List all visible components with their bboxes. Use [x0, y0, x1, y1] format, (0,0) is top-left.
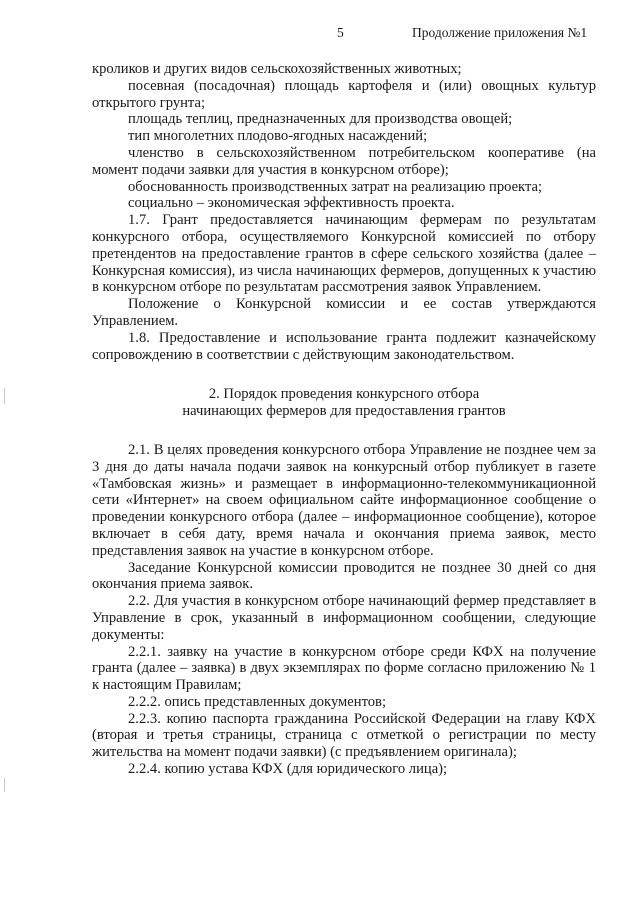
paragraph-2-2: 2.2. Для участия в конкурсном отборе начинающий фермер представляет в Управление в срок, указанный в информационном сообщении, следующие документы: — [92, 593, 596, 643]
paragraph: посевная (посадочная) площадь картофеля и (или) овощных культур открытого грунта; — [92, 77, 596, 111]
paragraph-2-2-1: 2.2.1. заявку на участие в конкурсном отборе среди КФХ на получение гранта (далее – заявка) в двух экземплярах по форме согласно приложению № 1 к настоящим Правилам; — [92, 643, 596, 694]
paragraph-2-2-4: 2.2.4. копию устава КФХ (для юридического лица); — [128, 761, 448, 778]
section-heading-line: 2. Порядок проведения конкурсного отбора — [208, 386, 480, 403]
paragraph-2-1: 2.1. В целях проведения конкурсного отбора Управление не позднее чем за 3 дня до даты начала подачи заявок на конкурсный отбор публикует в газете «Тамбовская жизнь» и размещает в информационно-телекоммуникационной сети «Интернет» на своем официальном сайте информационное сообщение о проведении конкурсного отбора (далее – информационное сообщение), которое включает в себя дату, время начала и окончания приема заявок, место представления заявок на участие в конкурсном отборе. — [92, 441, 596, 559]
paragraph: Заседание Конкурсной комиссии проводится не позднее 30 дней со дня окончания приема заявок. — [92, 559, 596, 593]
paragraph: Положение о Конкурсной комиссии и ее состав утверждаются Управлением. — [92, 296, 596, 329]
appendix-continuation-note: Продолжение приложения №1 — [412, 25, 588, 40]
section-heading — [92, 386, 596, 420]
paragraph: тип многолетних плодово-ягодных насаждений; — [128, 128, 428, 145]
scan-margin-mark — [4, 778, 5, 792]
page-number: 5 — [337, 25, 344, 40]
paragraph: площадь теплиц, предназначенных для производства овощей; — [128, 111, 513, 128]
paragraph-1-7: 1.7. Грант предоставляется начинающим фермерам по результатам конкурсного отбора, осуществляемого Конкурсной комиссией по отбору претендентов на предоставление грантов в сфере сельского хозяйства (далее – Конкурсная комиссия), из числа начинающих фермеров, допущенных к участию в конкурсном отборе по результатам рассмотрения заявок Управлением. — [92, 212, 596, 296]
paragraph: обоснованность производственных затрат на реализацию проекта; — [128, 178, 543, 195]
paragraph: социально – экономическая эффективность проекта. — [128, 195, 455, 212]
paragraph-1-8: 1.8. Предоставление и использование гранта подлежит казначейскому сопровождению в соответствии с действующим законодательством. — [92, 329, 596, 363]
section-heading-line: начинающих фермеров для предоставления грантов — [182, 403, 506, 420]
document-body — [92, 61, 596, 778]
paragraph: кроликов и других видов сельскохозяйственных животных; — [92, 61, 462, 77]
scan-margin-mark — [4, 388, 5, 404]
paragraph-2-2-2: 2.2.2. опись представленных документов; — [128, 693, 386, 710]
paragraph: членство в сельскохозяйственном потребительском кооперативе (на момент подачи заявки для участия в конкурсном отборе); — [92, 144, 596, 178]
paragraph-2-2-3: 2.2.3. копию паспорта гражданина Российской Федерации на главу КФХ (вторая и третья страницы, страница с отметкой о регистрации по месту жительства на момент подачи заявки) (с предъявлением оригинала); — [92, 710, 596, 761]
